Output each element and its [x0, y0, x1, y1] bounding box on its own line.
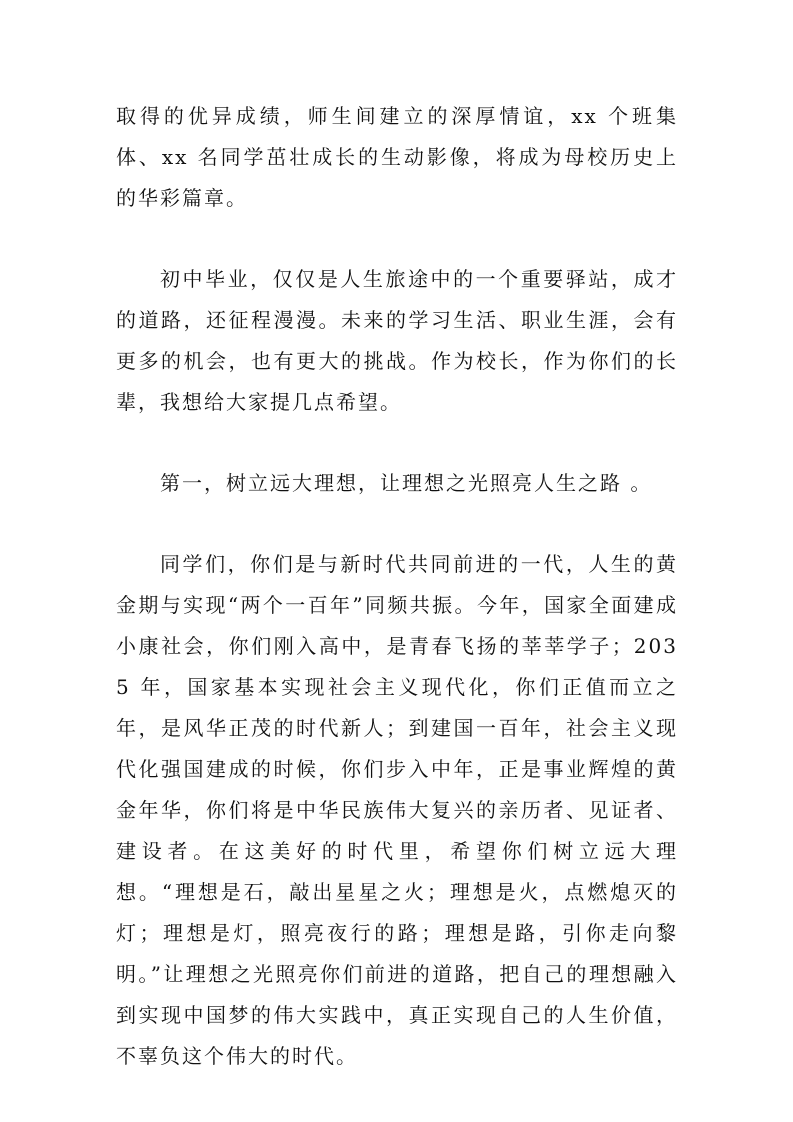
paragraph-heading-first-hope: 第一，树立远大理想，让理想之光照亮人生之路 。 [160, 471, 653, 495]
paragraph-continuation: 取得的优异成绩，师生间建立的深厚情谊，xx 个班集体、xx 名同学茁壮成长的生动影像，将成为母校历史上的华彩篇章。 [116, 104, 678, 210]
paragraph-ideals: 同学们，你们是与新时代共同前进的一代，人生的黄金期与实现“两个一百年”同频共振。今年，国家全面建成小康社会，你们刚入高中，是青春飞扬的莘莘学子；2035 年，国家基本实现社会主义现代化，你们正值而立之年，是风华正茂的时代新人；到建国一百年，社会主义现代化强国建成的时候，你们步入中年，正是事业辉煌的黄金年华，你们将是中华民族伟大复兴的亲历者、见证者、建设者。在这美好的时代里，希望你们树立远大理想。“理想是石，敲出星星之火；理想是火，点燃熄灭的灯；理想是灯，照亮夜行的路；理想是路，引你走向黎明。”让理想之光照亮你们前进的道路，把自己的理想融入到实现中国梦的伟大实践中，真正实现自己的人生价值，不辜负这个伟大的时代。 [116, 552, 678, 1068]
paragraph-graduation: 初中毕业，仅仅是人生旅途中的一个重要驿站，成才的道路，还征程漫漫。未来的学习生活、职业生涯，会有更多的机会，也有更大的挑战。作为校长，作为你们的长辈，我想给大家提几点希望。 [116, 267, 678, 414]
document-page [116, 96, 678, 1077]
